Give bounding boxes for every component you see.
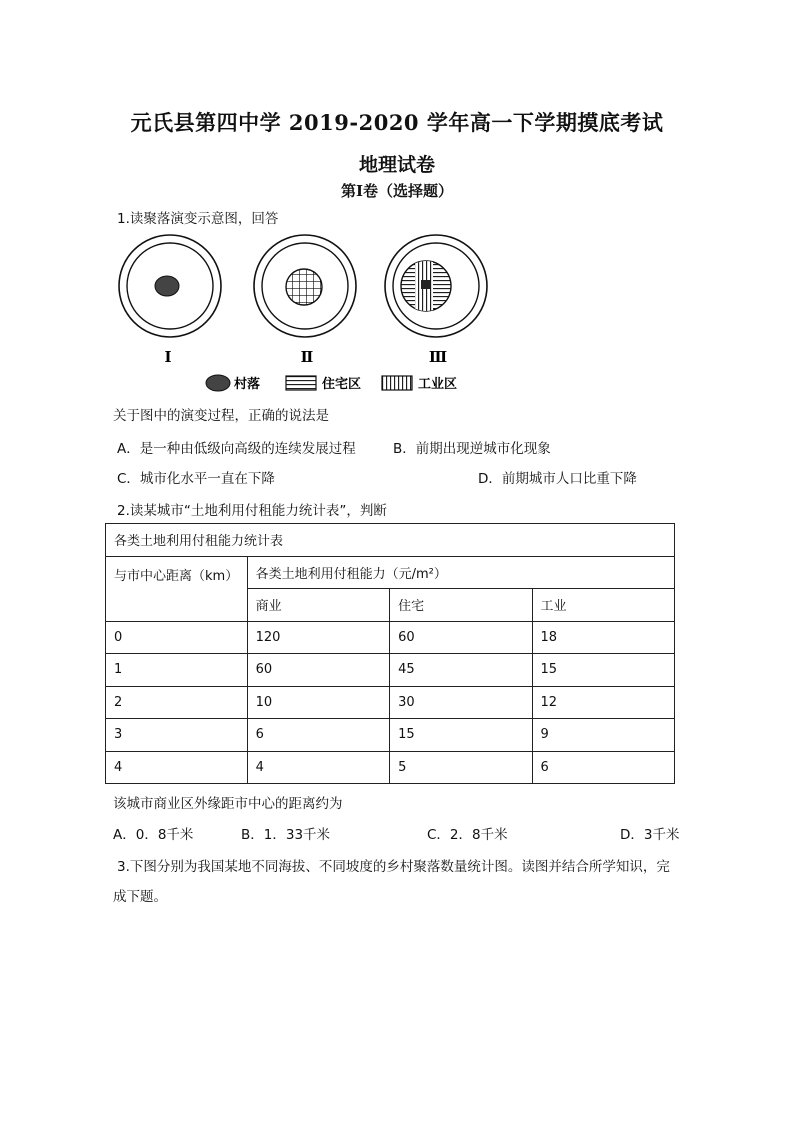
legend-industrial-label: 工业区 bbox=[418, 377, 458, 392]
residential-cell: 15 bbox=[390, 719, 532, 752]
settlement-evolution-figure bbox=[110, 232, 490, 397]
industrial-cell: 18 bbox=[532, 621, 674, 654]
column-header-commercial: 商业 bbox=[247, 589, 389, 622]
commercial-cell: 6 bbox=[247, 719, 389, 752]
distance-cell: 3 bbox=[106, 719, 248, 752]
diagram-3-label: Ⅲ bbox=[428, 348, 448, 366]
q3-stem-line-1: 3.下图分别为我国某地不同海拔、不同坡度的乡村聚落数量统计图。读图并结合所学知识，完 bbox=[117, 859, 670, 875]
diagram-2-label: Ⅱ bbox=[300, 348, 314, 366]
commercial-cell: 120 bbox=[247, 621, 389, 654]
commercial-cell: 4 bbox=[247, 751, 389, 784]
legend-village-label: 村落 bbox=[234, 377, 261, 392]
distance-header: 与市中心距离（km） bbox=[106, 556, 248, 621]
distance-cell: 4 bbox=[106, 751, 248, 784]
village-blob bbox=[155, 276, 179, 296]
industrial-cell: 12 bbox=[532, 686, 674, 719]
diagram-2 bbox=[254, 235, 356, 366]
residential-cell: 45 bbox=[390, 654, 532, 687]
figure-legend bbox=[206, 375, 457, 392]
q3-stem-line-2: 成下题。 bbox=[113, 889, 167, 905]
distance-cell: 1 bbox=[106, 654, 248, 687]
q1-option-a: A．是一种由低级向高级的连续发展过程 bbox=[117, 441, 356, 457]
q2-option-c: C．2．8千米 bbox=[427, 827, 508, 843]
village-legend-swatch bbox=[206, 375, 230, 391]
q1-option-c: C．城市化水平一直在下降 bbox=[117, 471, 275, 487]
industrial-cell: 9 bbox=[532, 719, 674, 752]
diagram-1 bbox=[119, 235, 221, 366]
section-title: 第Ⅰ卷（选择题） bbox=[340, 182, 454, 200]
q1-question: 关于图中的演变过程，正确的说法是 bbox=[113, 408, 329, 424]
residential-cell: 5 bbox=[390, 751, 532, 784]
q2-option-b: B．1．33千米 bbox=[241, 827, 331, 843]
q1-option-b: B．前期出现逆城市化现象 bbox=[393, 441, 551, 457]
column-header-industrial: 工业 bbox=[532, 589, 674, 622]
table-caption: 各类土地利用付租能力统计表 bbox=[106, 524, 675, 557]
distance-cell: 2 bbox=[106, 686, 248, 719]
commercial-cell: 60 bbox=[247, 654, 389, 687]
rent-capacity-table bbox=[105, 523, 675, 784]
q2-option-d: D．3千米 bbox=[620, 827, 680, 843]
legend-residential-label: 住宅区 bbox=[322, 377, 362, 392]
industrial-cell: 15 bbox=[532, 654, 674, 687]
commercial-cell: 10 bbox=[247, 686, 389, 719]
q2-stem: 2.读某城市“土地利用付租能力统计表”，判断 bbox=[117, 503, 387, 519]
table-row bbox=[106, 621, 675, 654]
residential-cell: 30 bbox=[390, 686, 532, 719]
rent-capacity-header: 各类土地利用付租能力（元/m²） bbox=[247, 556, 674, 589]
residential-legend-swatch bbox=[286, 376, 316, 390]
residential-cell: 60 bbox=[390, 621, 532, 654]
table-row bbox=[106, 686, 675, 719]
industrial-legend-swatch bbox=[382, 376, 412, 390]
table-row bbox=[106, 751, 675, 784]
table-row bbox=[106, 719, 675, 752]
exam-subject: 地理试卷 bbox=[358, 154, 435, 176]
diagram-3 bbox=[385, 235, 487, 366]
q1-option-d: D．前期城市人口比重下降 bbox=[478, 471, 637, 487]
residential-grid-area bbox=[286, 269, 322, 305]
q2-question: 该城市商业区外缘距市中心的距离约为 bbox=[113, 796, 343, 812]
center-block bbox=[421, 280, 430, 289]
column-header-residential: 住宅 bbox=[390, 589, 532, 622]
q2-option-a: A．0．8千米 bbox=[113, 827, 194, 843]
diagram-1-label: Ⅰ bbox=[164, 348, 172, 366]
exam-title: 元氏县第四中学 2019-2020 学年高一下学期摸底考试 bbox=[130, 110, 664, 135]
distance-cell: 0 bbox=[106, 621, 248, 654]
table-row bbox=[106, 654, 675, 687]
industrial-cell: 6 bbox=[532, 751, 674, 784]
q1-stem: 1.读聚落演变示意图，回答 bbox=[117, 211, 279, 227]
